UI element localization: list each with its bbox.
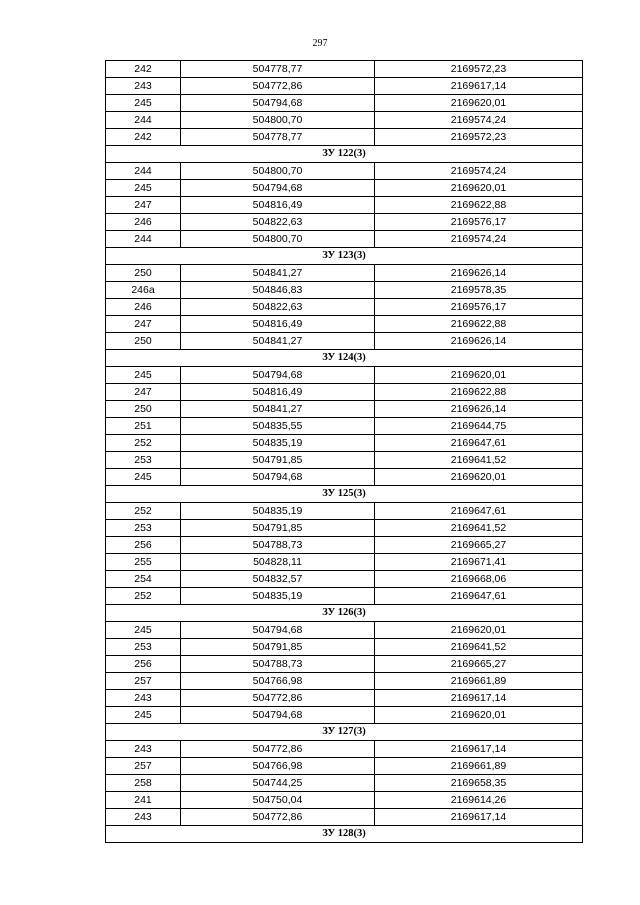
y-coordinate-cell: 2169641,52 bbox=[375, 520, 583, 537]
y-coordinate-cell: 2169647,61 bbox=[375, 435, 583, 452]
y-coordinate-cell: 2169661,89 bbox=[375, 758, 583, 775]
x-coordinate-cell: 504766,98 bbox=[181, 758, 375, 775]
x-coordinate-cell: 504816,49 bbox=[181, 384, 375, 401]
point-number-cell: 250 bbox=[106, 333, 181, 350]
point-number-cell: 256 bbox=[106, 656, 181, 673]
y-coordinate-cell: 2169626,14 bbox=[375, 265, 583, 282]
table-row bbox=[106, 384, 583, 401]
parcel-heading-row bbox=[106, 248, 583, 265]
table-row bbox=[106, 622, 583, 639]
point-number-cell: 245 bbox=[106, 367, 181, 384]
y-coordinate-cell: 2169626,14 bbox=[375, 333, 583, 350]
y-coordinate-cell: 2169641,52 bbox=[375, 452, 583, 469]
point-number-cell: 245 bbox=[106, 622, 181, 639]
table-row bbox=[106, 367, 583, 384]
table-row bbox=[106, 112, 583, 129]
point-number-cell: 242 bbox=[106, 129, 181, 146]
table-row bbox=[106, 95, 583, 112]
point-number-cell: 256 bbox=[106, 537, 181, 554]
x-coordinate-cell: 504841,27 bbox=[181, 333, 375, 350]
x-coordinate-cell: 504794,68 bbox=[181, 469, 375, 486]
point-number-cell: 250 bbox=[106, 401, 181, 418]
table-row bbox=[106, 707, 583, 724]
table-row bbox=[106, 673, 583, 690]
y-coordinate-cell: 2169665,27 bbox=[375, 656, 583, 673]
x-coordinate-cell: 504816,49 bbox=[181, 316, 375, 333]
x-coordinate-cell: 504794,68 bbox=[181, 367, 375, 384]
x-coordinate-cell: 504778,77 bbox=[181, 129, 375, 146]
y-coordinate-cell: 2169665,27 bbox=[375, 537, 583, 554]
parcel-heading: ЗУ 128(3) bbox=[106, 826, 583, 843]
y-coordinate-cell: 2169620,01 bbox=[375, 622, 583, 639]
x-coordinate-cell: 504794,68 bbox=[181, 707, 375, 724]
table-row bbox=[106, 299, 583, 316]
table-row bbox=[106, 214, 583, 231]
parcel-heading-row bbox=[106, 826, 583, 843]
parcel-heading: ЗУ 122(3) bbox=[106, 146, 583, 163]
y-coordinate-cell: 2169620,01 bbox=[375, 180, 583, 197]
table-row bbox=[106, 452, 583, 469]
point-number-cell: 247 bbox=[106, 316, 181, 333]
y-coordinate-cell: 2169572,23 bbox=[375, 61, 583, 78]
y-coordinate-cell: 2169668,06 bbox=[375, 571, 583, 588]
x-coordinate-cell: 504800,70 bbox=[181, 231, 375, 248]
point-number-cell: 243 bbox=[106, 741, 181, 758]
x-coordinate-cell: 504794,68 bbox=[181, 180, 375, 197]
table-row bbox=[106, 554, 583, 571]
coordinates-table bbox=[105, 60, 583, 843]
table-row bbox=[106, 741, 583, 758]
y-coordinate-cell: 2169574,24 bbox=[375, 112, 583, 129]
x-coordinate-cell: 504788,73 bbox=[181, 537, 375, 554]
y-coordinate-cell: 2169614,26 bbox=[375, 792, 583, 809]
table-row bbox=[106, 758, 583, 775]
parcel-heading-row bbox=[106, 605, 583, 622]
table-row bbox=[106, 418, 583, 435]
point-number-cell: 250 bbox=[106, 265, 181, 282]
table-row bbox=[106, 520, 583, 537]
x-coordinate-cell: 504841,27 bbox=[181, 265, 375, 282]
x-coordinate-cell: 504832,57 bbox=[181, 571, 375, 588]
y-coordinate-cell: 2169671,41 bbox=[375, 554, 583, 571]
x-coordinate-cell: 504794,68 bbox=[181, 622, 375, 639]
point-number-cell: 246 bbox=[106, 299, 181, 316]
x-coordinate-cell: 504822,63 bbox=[181, 299, 375, 316]
y-coordinate-cell: 2169622,88 bbox=[375, 197, 583, 214]
table-row bbox=[106, 690, 583, 707]
point-number-cell: 246a bbox=[106, 282, 181, 299]
x-coordinate-cell: 504841,27 bbox=[181, 401, 375, 418]
parcel-heading: ЗУ 125(3) bbox=[106, 486, 583, 503]
table-row bbox=[106, 180, 583, 197]
x-coordinate-cell: 504822,63 bbox=[181, 214, 375, 231]
table-row bbox=[106, 775, 583, 792]
point-number-cell: 251 bbox=[106, 418, 181, 435]
y-coordinate-cell: 2169574,24 bbox=[375, 231, 583, 248]
parcel-heading: ЗУ 123(3) bbox=[106, 248, 583, 265]
point-number-cell: 254 bbox=[106, 571, 181, 588]
x-coordinate-cell: 504772,86 bbox=[181, 809, 375, 826]
x-coordinate-cell: 504778,77 bbox=[181, 61, 375, 78]
point-number-cell: 257 bbox=[106, 758, 181, 775]
y-coordinate-cell: 2169661,89 bbox=[375, 673, 583, 690]
x-coordinate-cell: 504772,86 bbox=[181, 741, 375, 758]
x-coordinate-cell: 504791,85 bbox=[181, 520, 375, 537]
x-coordinate-cell: 504766,98 bbox=[181, 673, 375, 690]
table-row bbox=[106, 639, 583, 656]
table-row bbox=[106, 537, 583, 554]
x-coordinate-cell: 504744,25 bbox=[181, 775, 375, 792]
table-row bbox=[106, 265, 583, 282]
point-number-cell: 245 bbox=[106, 707, 181, 724]
y-coordinate-cell: 2169617,14 bbox=[375, 809, 583, 826]
table-row bbox=[106, 282, 583, 299]
y-coordinate-cell: 2169626,14 bbox=[375, 401, 583, 418]
point-number-cell: 245 bbox=[106, 95, 181, 112]
table-row bbox=[106, 656, 583, 673]
coordinates-table-body bbox=[106, 61, 583, 843]
table-row bbox=[106, 401, 583, 418]
point-number-cell: 243 bbox=[106, 78, 181, 95]
y-coordinate-cell: 2169617,14 bbox=[375, 78, 583, 95]
point-number-cell: 246 bbox=[106, 214, 181, 231]
page-number: 297 bbox=[312, 38, 328, 49]
point-number-cell: 242 bbox=[106, 61, 181, 78]
y-coordinate-cell: 2169647,61 bbox=[375, 503, 583, 520]
point-number-cell: 243 bbox=[106, 690, 181, 707]
x-coordinate-cell: 504835,19 bbox=[181, 435, 375, 452]
y-coordinate-cell: 2169622,88 bbox=[375, 316, 583, 333]
y-coordinate-cell: 2169617,14 bbox=[375, 741, 583, 758]
x-coordinate-cell: 504750,04 bbox=[181, 792, 375, 809]
point-number-cell: 244 bbox=[106, 231, 181, 248]
point-number-cell: 244 bbox=[106, 163, 181, 180]
y-coordinate-cell: 2169620,01 bbox=[375, 95, 583, 112]
table-row bbox=[106, 333, 583, 350]
point-number-cell: 255 bbox=[106, 554, 181, 571]
x-coordinate-cell: 504835,19 bbox=[181, 503, 375, 520]
x-coordinate-cell: 504800,70 bbox=[181, 163, 375, 180]
point-number-cell: 247 bbox=[106, 384, 181, 401]
point-number-cell: 258 bbox=[106, 775, 181, 792]
x-coordinate-cell: 504816,49 bbox=[181, 197, 375, 214]
y-coordinate-cell: 2169576,17 bbox=[375, 214, 583, 231]
table-row bbox=[106, 61, 583, 78]
point-number-cell: 252 bbox=[106, 588, 181, 605]
point-number-cell: 253 bbox=[106, 452, 181, 469]
table-row bbox=[106, 588, 583, 605]
table-row bbox=[106, 469, 583, 486]
x-coordinate-cell: 504772,86 bbox=[181, 690, 375, 707]
x-coordinate-cell: 504846,83 bbox=[181, 282, 375, 299]
table-row bbox=[106, 231, 583, 248]
y-coordinate-cell: 2169617,14 bbox=[375, 690, 583, 707]
parcel-heading-row bbox=[106, 486, 583, 503]
table-row bbox=[106, 435, 583, 452]
parcel-heading-row bbox=[106, 146, 583, 163]
point-number-cell: 247 bbox=[106, 197, 181, 214]
point-number-cell: 244 bbox=[106, 112, 181, 129]
table-row bbox=[106, 792, 583, 809]
table-row bbox=[106, 163, 583, 180]
point-number-cell: 253 bbox=[106, 639, 181, 656]
table-row bbox=[106, 809, 583, 826]
x-coordinate-cell: 504772,86 bbox=[181, 78, 375, 95]
table-row bbox=[106, 571, 583, 588]
x-coordinate-cell: 504791,85 bbox=[181, 452, 375, 469]
x-coordinate-cell: 504835,19 bbox=[181, 588, 375, 605]
y-coordinate-cell: 2169647,61 bbox=[375, 588, 583, 605]
y-coordinate-cell: 2169620,01 bbox=[375, 707, 583, 724]
point-number-cell: 252 bbox=[106, 503, 181, 520]
point-number-cell: 241 bbox=[106, 792, 181, 809]
y-coordinate-cell: 2169641,52 bbox=[375, 639, 583, 656]
parcel-heading: ЗУ 126(3) bbox=[106, 605, 583, 622]
point-number-cell: 253 bbox=[106, 520, 181, 537]
table-row bbox=[106, 503, 583, 520]
x-coordinate-cell: 504800,70 bbox=[181, 112, 375, 129]
y-coordinate-cell: 2169620,01 bbox=[375, 469, 583, 486]
y-coordinate-cell: 2169574,24 bbox=[375, 163, 583, 180]
x-coordinate-cell: 504828,11 bbox=[181, 554, 375, 571]
x-coordinate-cell: 504835,55 bbox=[181, 418, 375, 435]
y-coordinate-cell: 2169622,88 bbox=[375, 384, 583, 401]
table-row bbox=[106, 129, 583, 146]
point-number-cell: 257 bbox=[106, 673, 181, 690]
y-coordinate-cell: 2169620,01 bbox=[375, 367, 583, 384]
x-coordinate-cell: 504791,85 bbox=[181, 639, 375, 656]
parcel-heading-row bbox=[106, 724, 583, 741]
parcel-heading: ЗУ 127(3) bbox=[106, 724, 583, 741]
table-row bbox=[106, 78, 583, 95]
x-coordinate-cell: 504788,73 bbox=[181, 656, 375, 673]
table-row bbox=[106, 316, 583, 333]
y-coordinate-cell: 2169644,75 bbox=[375, 418, 583, 435]
y-coordinate-cell: 2169658,35 bbox=[375, 775, 583, 792]
point-number-cell: 252 bbox=[106, 435, 181, 452]
y-coordinate-cell: 2169578,35 bbox=[375, 282, 583, 299]
x-coordinate-cell: 504794,68 bbox=[181, 95, 375, 112]
table-row bbox=[106, 197, 583, 214]
y-coordinate-cell: 2169576,17 bbox=[375, 299, 583, 316]
point-number-cell: 245 bbox=[106, 180, 181, 197]
parcel-heading-row bbox=[106, 350, 583, 367]
parcel-heading: ЗУ 124(3) bbox=[106, 350, 583, 367]
y-coordinate-cell: 2169572,23 bbox=[375, 129, 583, 146]
point-number-cell: 243 bbox=[106, 809, 181, 826]
point-number-cell: 245 bbox=[106, 469, 181, 486]
